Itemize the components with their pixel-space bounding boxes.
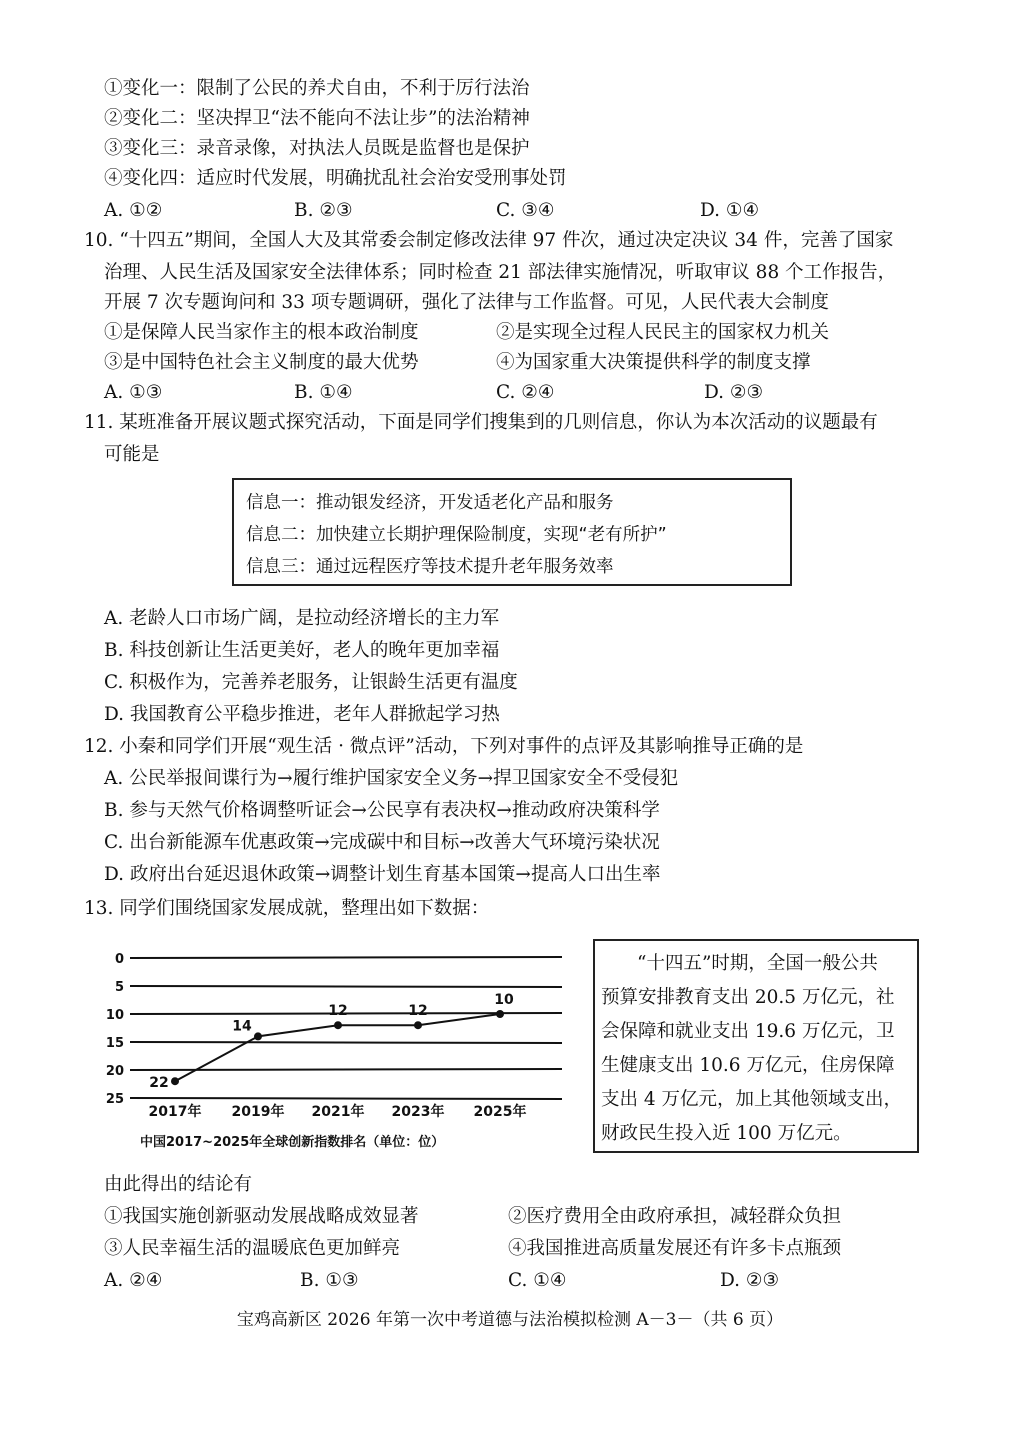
y-tick-25: 25	[105, 1092, 124, 1107]
q13-item-4: ④我国推进高质量发展还有许多卡点瓶颈	[508, 1238, 842, 1259]
x-tick-3: 2023年	[391, 1104, 445, 1120]
y-tick-20: 20	[105, 1064, 124, 1079]
q12-stem: 12. 小秦和同学们开展“观生活 · 微点评”活动，下列对事件的点评及其影响推导正确的是	[84, 736, 804, 757]
q12-choice-d[interactable]: D. 政府出台延迟退休政策→调整计划生育基本国策→提高人口出生率	[104, 864, 661, 885]
q11-stem-line-2: 可能是	[104, 444, 160, 465]
q9-choice-d[interactable]: D. ①④	[700, 200, 760, 221]
data-label-4: 10	[494, 992, 514, 1008]
grid-line-25	[130, 1098, 562, 1099]
q10-item-2: ②是实现全过程人民民主的国家权力机关	[496, 322, 830, 343]
q10-stem-line-1: 10. “十四五”期间，全国人大及其常委会制定修改法律 97 件次，通过决定决议 34 件，完善了国家	[84, 230, 894, 251]
q10-stem-line-3: 开展 7 次专题询问和 33 项专题调研，强化了法律与工作监督。可见，人民代表大会制度	[104, 292, 829, 313]
q13-item-1: ①我国实施创新驱动发展战略成效显著	[104, 1206, 419, 1227]
y-tick-10: 10	[105, 1008, 124, 1023]
q9-item-1: ①变化一：限制了公民的养犬自由，不利于厉行法治	[104, 78, 530, 99]
q10-item-3: ③是中国特色社会主义制度的最大优势	[104, 352, 419, 373]
finance-line-5: 支出 4 万亿元，加上其他领域支出，	[601, 1089, 903, 1110]
q9-item-3: ③变化三：录音录像，对执法人员既是监督也是保护	[104, 138, 530, 159]
info-line-2: 信息二：加快建立长期护理保险制度，实现“老有所护”	[246, 525, 667, 545]
y-tick-15: 15	[105, 1036, 124, 1051]
q9-choice-b[interactable]: B. ②③	[294, 200, 353, 221]
chart-x-ticks	[149, 1103, 527, 1120]
q9-item-4: ④变化四：适应时代发展，明确扰乱社会治安受刑事处罚	[104, 168, 567, 189]
x-tick-1: 2019年	[231, 1104, 285, 1120]
q11-choice-d[interactable]: D. 我国教育公平稳步推进，老年人群掀起学习热	[104, 704, 500, 725]
y-tick-5: 5	[114, 980, 124, 995]
finance-line-2: 预算安排教育支出 20.5 万亿元，社	[601, 987, 895, 1008]
chart-y-ticks	[106, 952, 124, 1107]
chart-title: 中国2017~2025年全球创新指数排名（单位：位）	[140, 1135, 445, 1150]
finance-line-1: “十四五”时期，全国一般公共	[637, 953, 878, 974]
info-box	[232, 478, 792, 586]
chart-grid	[130, 957, 562, 1099]
q10-choice-c[interactable]: C. ②④	[496, 382, 555, 403]
data-point-0	[171, 1077, 179, 1085]
q9-choice-c[interactable]: C. ③④	[496, 200, 555, 221]
q12-choice-b[interactable]: B. 参与天然气价格调整听证会→公民享有表决权→推动政府决策科学	[104, 800, 660, 821]
finance-line-3: 会保障和就业支出 19.6 万亿元，卫	[601, 1021, 895, 1042]
q10-choice-d[interactable]: D. ②③	[704, 382, 764, 403]
x-tick-4: 2025年	[473, 1104, 527, 1120]
info-line-1: 信息一：推动银发经济，开发适老化产品和服务	[246, 493, 614, 513]
x-tick-0: 2017年	[148, 1104, 202, 1120]
q13-conclusion: 由此得出的结论有	[104, 1174, 253, 1195]
q12-choice-c[interactable]: C. 出台新能源车优惠政策→完成碳中和目标→改善大气环境污染状况	[104, 832, 660, 853]
q11-stem-line-1: 11. 某班准备开展议题式探究活动，下面是同学们搜集到的几则信息，你认为本次活动的议题最有	[84, 412, 878, 433]
info-line-3: 信息三：通过远程医疗等技术提升老年服务效率	[246, 557, 614, 577]
finance-line-4: 生健康支出 10.6 万亿元，住房保障	[601, 1055, 895, 1076]
q10-item-1: ①是保障人民当家作主的根本政治制度	[104, 322, 419, 343]
q13-choice-c[interactable]: C. ①④	[508, 1270, 567, 1291]
data-point-1	[254, 1032, 262, 1040]
q10-stem-line-2: 治理、人民生活及国家安全法律体系；同时检查 21 部法律实施情况，听取审议 88 个工作报告，	[104, 262, 897, 283]
q10-choice-b[interactable]: B. ①④	[294, 382, 353, 403]
finance-textbox	[593, 939, 919, 1153]
data-point-2	[334, 1021, 342, 1029]
grid-line-15	[130, 1042, 562, 1043]
y-tick-0: 0	[114, 952, 124, 967]
q12-choice-a[interactable]: A. 公民举报间谍行为→履行维护国家安全义务→捍卫国家安全不受侵犯	[104, 768, 679, 789]
q10-choice-a[interactable]: A. ①③	[104, 382, 163, 403]
data-point-4	[496, 1010, 504, 1018]
q10-item-4: ④为国家重大决策提供科学的制度支撑	[496, 352, 811, 373]
x-tick-2: 2021年	[311, 1104, 365, 1120]
q11-choice-a[interactable]: A. 老龄人口市场广阔，是拉动经济增长的主力军	[104, 608, 500, 629]
data-label-0: 22	[149, 1075, 169, 1092]
page-footer: 宝鸡高新区 2026 年第一次中考道德与法治模拟检测 A－3－（共 6 页）	[236, 1310, 784, 1330]
data-point-3	[414, 1021, 422, 1029]
finance-line-6: 财政民生投入近 100 万亿元。	[601, 1123, 852, 1144]
q13-item-3: ③人民幸福生活的温暖底色更加鲜亮	[104, 1238, 401, 1259]
data-label-2: 12	[328, 1003, 348, 1020]
data-label-3: 12	[408, 1003, 428, 1020]
q13-stem: 13. 同学们围绕国家发展成就，整理出如下数据：	[84, 898, 490, 919]
q13-item-2: ②医疗费用全由政府承担，减轻群众负担	[508, 1206, 842, 1227]
data-label-1: 14	[232, 1018, 252, 1035]
q11-choice-c[interactable]: C. 积极作为，完善养老服务，让银龄生活更有温度	[104, 672, 518, 693]
grid-line-5	[130, 986, 562, 987]
q11-choice-b[interactable]: B. 科技创新让生活更美好，老人的晚年更加幸福	[104, 640, 500, 661]
q9-item-2: ②变化二：坚决捍卫“法不能向不法让步”的法治精神	[104, 108, 530, 129]
q13-choice-a[interactable]: A. ②④	[104, 1270, 163, 1291]
grid-line-0	[130, 957, 562, 958]
q9-choice-a[interactable]: A. ①②	[104, 200, 163, 221]
q13-choice-d[interactable]: D. ②③	[720, 1270, 780, 1291]
q13-choice-b[interactable]: B. ①③	[300, 1270, 359, 1291]
rank-line-chart	[100, 940, 580, 1158]
